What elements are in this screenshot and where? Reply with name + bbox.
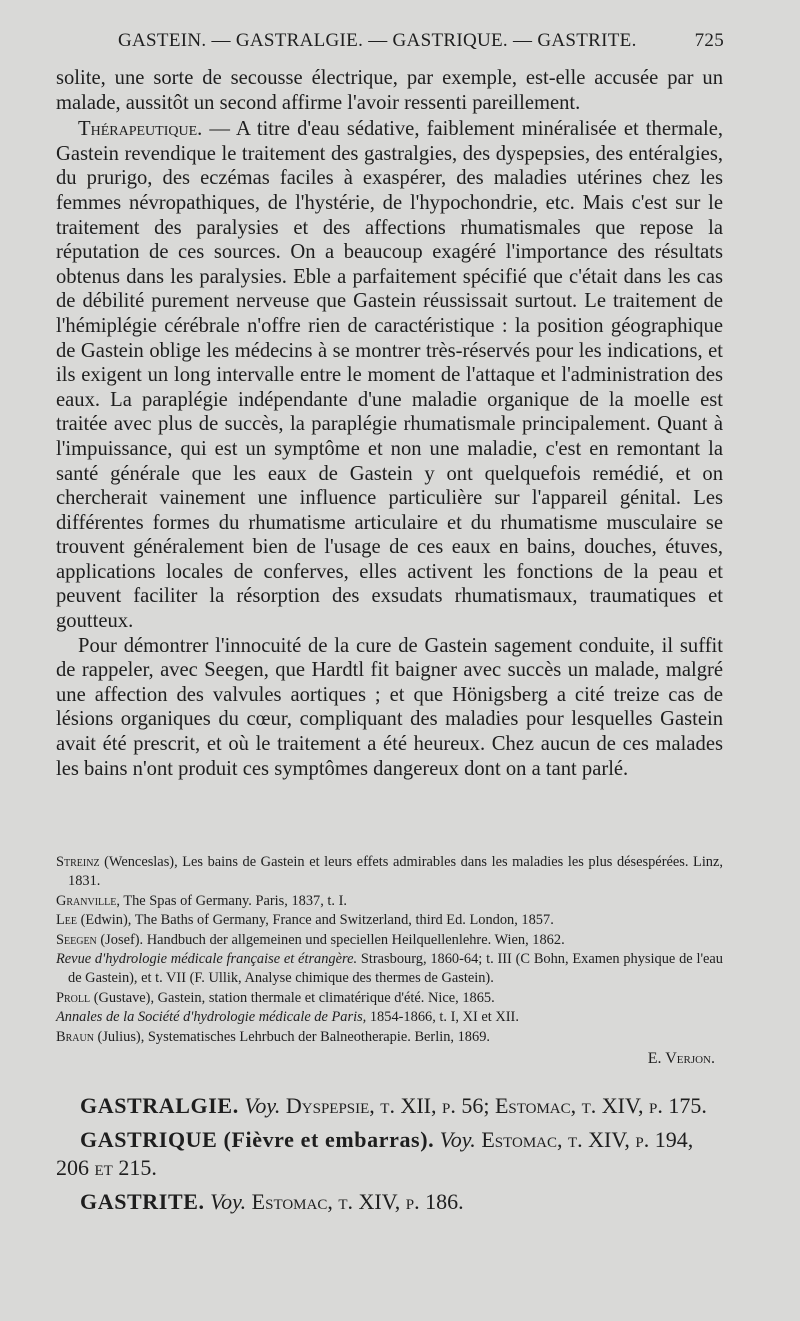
bibliography-entry <box>56 989 723 1008</box>
ref-title: Revue d'hydrologie médicale française et étrangère. <box>56 951 358 968</box>
bibliography-entry <box>56 950 723 989</box>
ref-author: Streinz <box>56 854 100 870</box>
ref-text: (Josef). Handbuch der allgemeinen und speciellen Heilquellenlehre. Wien, 1862. <box>96 931 565 948</box>
paragraph-2-text: — A titre d'eau sédative, faiblement minéralisée et thermale, Gastein revendique le traitement des gastralgies, des dyspepsies, des entéralgies, du prurigo, des eczémas faciles à exaspérer, des maladies utérines chez les femmes névropathiques, de l'hystérie, de l'hypochondrie, etc. Mais c'est sur le traitement des paralysies et des affections rhumatismales que repose la réputation de ces sources. On a beaucoup exagéré l'importance des résultats obtenus dans les paralysies. Eble a parfaitement spécifié que c'était dans les cas de débilité purement nerveuse que Gastein réussissait surtout. Le traitement de l'hémiplégie cérébrale n'offre rien de caractéristique : la position géographique de Gastein oblige les médecins à se montrer très-réservés pour les indications, et ils exigent un long intervalle entre le moment de l'attaque et l'administration des eaux. La paraplégie indépendante d'une maladie organique de la moelle est traitée avec plus de succès, la paraplégie rhumatismale principalement. Quant à l'impuissance, qui est un symptôme et non une maladie, c'est en remontant la santé générale que les eaux de Gastein y ont quelquefois remédié, et on chercherait vainement une influence particulière sur l'appareil génital. Les différentes formes du rhumatisme articulaire et du rhumatisme musculaire se trouvent généralement bien de l'usage de ces eaux en bains, douches, étuves, applications locales de conferves, elles activent les fonctions de la peau et peuvent faciliter la résorption des exsudats rhumatismaux, traumatiques et goutteux. <box>56 118 723 633</box>
ref-author: Braun <box>56 1028 94 1045</box>
see-reference: Voy. <box>439 1127 476 1152</box>
running-header <box>118 30 724 52</box>
ref-title: Annales de la Société d'hydrologie médicale de Paris, <box>56 1009 367 1026</box>
ref-text: (Gustave), Gastein, station thermale et climatérique d'été. Nice, 1865. <box>90 989 495 1006</box>
ref-author: Granville <box>56 892 117 909</box>
section-lead: Thérapeutique. <box>78 118 203 141</box>
ref-author: Lee <box>56 912 78 929</box>
entry-gastrite <box>56 1188 723 1216</box>
ref-author: Seegen <box>56 931 97 948</box>
bibliography-entry <box>56 853 723 892</box>
entry-headword: GASTRIQUE (Fièvre et embarras). <box>80 1127 435 1152</box>
running-title: GASTEIN. — GASTRALGIE. — GASTRIQUE. — GASTRITE. <box>118 30 637 51</box>
cross-reference: Estomac, t. XIV, p. 186. <box>246 1189 464 1214</box>
ref-text: , The Spas of Germany. Paris, 1837, t. I. <box>116 892 348 909</box>
cross-reference: Dyspepsie, t. XII, p. 56; Estomac, t. XIV, p. 175. <box>280 1093 707 1118</box>
ref-text: 1854-1866, t. I, XI et XII. <box>366 1009 519 1026</box>
see-reference: Voy. <box>210 1189 247 1214</box>
paragraph-therapeutique <box>56 117 723 633</box>
article-body <box>56 66 723 781</box>
dictionary-entries <box>56 1092 723 1222</box>
bibliography-entry <box>56 911 723 930</box>
bibliography-entry <box>56 1008 723 1027</box>
paragraph-1: solite, une sorte de secousse électrique, par exemple, est-elle accusée par un malade, aussitôt un second affirme l'avoir ressenti pareillement. <box>56 67 723 114</box>
ref-text: Strasbourg, 1860-64; t. III (C Bohn, Examen physique de l'eau de Gastein), et t. VII (F. Ullik, Analyse chimique des thermes de Gastein). <box>68 951 724 987</box>
page-number: 725 <box>694 30 724 51</box>
ref-text: (Edwin), The Baths of Germany, France and Switzerland, third Ed. London, 1857. <box>77 912 554 929</box>
bibliography-entry <box>56 1028 723 1047</box>
ref-text: (Julius), Systematisches Lehrbuch der Balneotherapie. Berlin, 1869. <box>93 1028 490 1045</box>
bibliography <box>56 853 723 1068</box>
entry-headword: GASTRITE. <box>80 1189 205 1214</box>
author-signature: E. Verjon. <box>647 1050 715 1068</box>
see-reference: Voy. <box>244 1093 281 1118</box>
ref-text: (Wenceslas), Les bains de Gastein et leurs effets admirables dans les maladies les plus désespérées. Linz, 1831. <box>68 854 723 890</box>
entry-headword: GASTRALGIE. <box>80 1093 239 1118</box>
paragraph-3: Pour démontrer l'innocuité de la cure de Gastein sagement conduite, il suffit de rappeler, avec Seegen, que Hardtl fit baigner avec succès un malade, malgré une affection des valvules aortiques ; et que Hönigsberg a cité treize cas de lésions organiques du cœur, compliquant des maladies pour lesquelles Gastein avait été prescrit, et où le traitement a été heureux. Chez aucun de ces malades les bains n'ont produit ces symptômes dangereux dont on a tant parlé. <box>56 634 723 780</box>
bibliography-entry <box>56 931 723 950</box>
bibliography-entry <box>56 892 723 911</box>
entry-gastralgie <box>56 1092 723 1120</box>
cross-reference: Estomac, t. XIV, p. 194, 206 et 215. <box>56 1127 694 1180</box>
entry-gastrique <box>56 1126 723 1182</box>
ref-author: Proll <box>56 989 91 1006</box>
